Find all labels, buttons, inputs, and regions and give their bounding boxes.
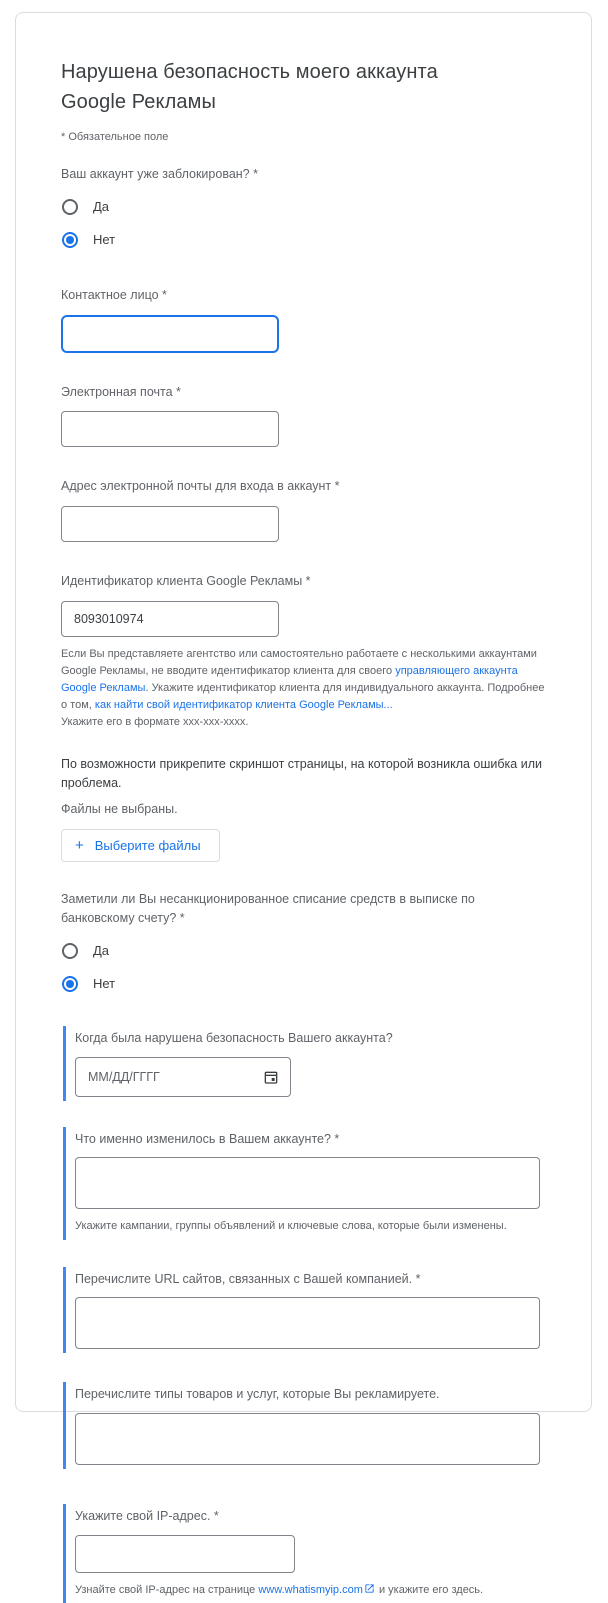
field-label: Что именно изменилось в Вашем аккаунте? *	[75, 1131, 340, 1146]
email-input[interactable]	[61, 411, 279, 447]
radio-option-label: Нет	[93, 976, 116, 992]
field-label: Контактное лицо *	[61, 287, 167, 302]
client-id-help	[61, 646, 547, 731]
attachment-status: Файлы не выбраны.	[61, 802, 178, 817]
page-title: Нарушена безопасность моего аккаунта Google Рекламы	[61, 61, 438, 113]
choose-files-label: Выберите файлы	[94, 838, 201, 854]
section-products-services	[63, 1382, 547, 1469]
radio-option-no[interactable]	[61, 974, 547, 994]
contact-person-input[interactable]	[61, 315, 279, 353]
format-note: Укажите его в формате xxx-xxx-xxxx.	[61, 715, 249, 728]
radio-option-yes[interactable]	[61, 197, 547, 217]
radio-option-label: Да	[93, 199, 110, 215]
company-urls-textarea[interactable]	[75, 1297, 540, 1349]
radio-option-yes[interactable]	[61, 941, 547, 961]
ip-help	[75, 1582, 547, 1599]
help-text: и укажите его здесь.	[375, 1583, 484, 1596]
field-label: Укажите свой IP-адрес. *	[75, 1509, 219, 1524]
find-client-id-link[interactable]: как найти свой идентификатор клиента Google Рекламы...	[94, 698, 393, 711]
radio-option-label: Да	[93, 943, 110, 959]
field-email	[61, 383, 547, 448]
question-label: Заметили ли Вы несанкционированное списание средств в выписке по банковскому счету? *	[61, 892, 475, 926]
date-placeholder: ММ/ДД/ГГГГ	[88, 1069, 160, 1084]
form-card	[15, 12, 592, 1596]
radio-icon[interactable]	[62, 199, 78, 215]
products-services-textarea[interactable]	[75, 1413, 540, 1465]
choose-files-button[interactable]	[61, 829, 220, 862]
section-ip-address	[63, 1504, 547, 1603]
question-account-blocked	[61, 165, 547, 250]
field-label: Перечислите URL сайтов, связанных с Вашей компанией. *	[75, 1271, 421, 1286]
client-id-input[interactable]	[61, 601, 279, 637]
calendar-icon[interactable]	[263, 1069, 279, 1085]
ip-address-input[interactable]	[75, 1535, 295, 1573]
help-text: Если Вы представляете агентство или самостоятельно работаете с несколькими аккаунтами Google Рекламы, не вводите идентификатор клиента для своего	[61, 647, 537, 677]
section-breach-date	[63, 1026, 547, 1101]
help-text: . Укажите идентификатор клиента для индивидуального аккаунта. Подробнее о том,	[61, 681, 545, 711]
help-text: Узнайте свой IP-адрес на странице	[75, 1583, 259, 1596]
whatismyip-link[interactable]: www.whatismyip.com	[258, 1583, 363, 1596]
manager-account-link[interactable]: управляющего аккаунта Google Рекламы	[61, 664, 518, 694]
field-label: Перечислите типы товаров и услуг, которые Вы рекламируете.	[75, 1387, 440, 1402]
plus-icon: +	[75, 837, 84, 855]
login-email-input[interactable]	[61, 506, 279, 542]
field-label: Когда была нарушена безопасность Вашего аккаунта?	[75, 1030, 393, 1045]
radio-option-label: Нет	[93, 232, 116, 248]
external-link-icon	[364, 1583, 375, 1594]
radio-icon[interactable]	[62, 943, 78, 959]
field-client-id	[61, 572, 547, 731]
field-label: Адрес электронной почты для входа в аккаунт *	[61, 479, 340, 494]
attachment-label: По возможности прикрепите скриншот страницы, на которой возникла ошибка или проблема.	[61, 756, 542, 790]
field-login-email	[61, 477, 547, 542]
radio-option-no[interactable]	[61, 230, 547, 250]
field-contact-person	[61, 286, 547, 353]
question-unauthorized-charges	[61, 890, 547, 994]
section-account-changes	[63, 1127, 547, 1240]
radio-icon[interactable]	[62, 232, 78, 248]
field-label: Идентификатор клиента Google Рекламы *	[61, 574, 311, 588]
field-label: Электронная почта *	[61, 384, 181, 399]
field-attachment	[61, 755, 547, 863]
changes-help: Укажите кампании, группы объявлений и ключевые слова, которые были изменены.	[75, 1220, 507, 1233]
required-field-note: * Обязательное поле	[61, 131, 169, 143]
account-changes-textarea[interactable]	[75, 1157, 540, 1209]
radio-icon[interactable]	[62, 976, 78, 992]
breach-date-input[interactable]	[75, 1057, 291, 1097]
question-label: Ваш аккаунт уже заблокирован? *	[61, 167, 258, 181]
